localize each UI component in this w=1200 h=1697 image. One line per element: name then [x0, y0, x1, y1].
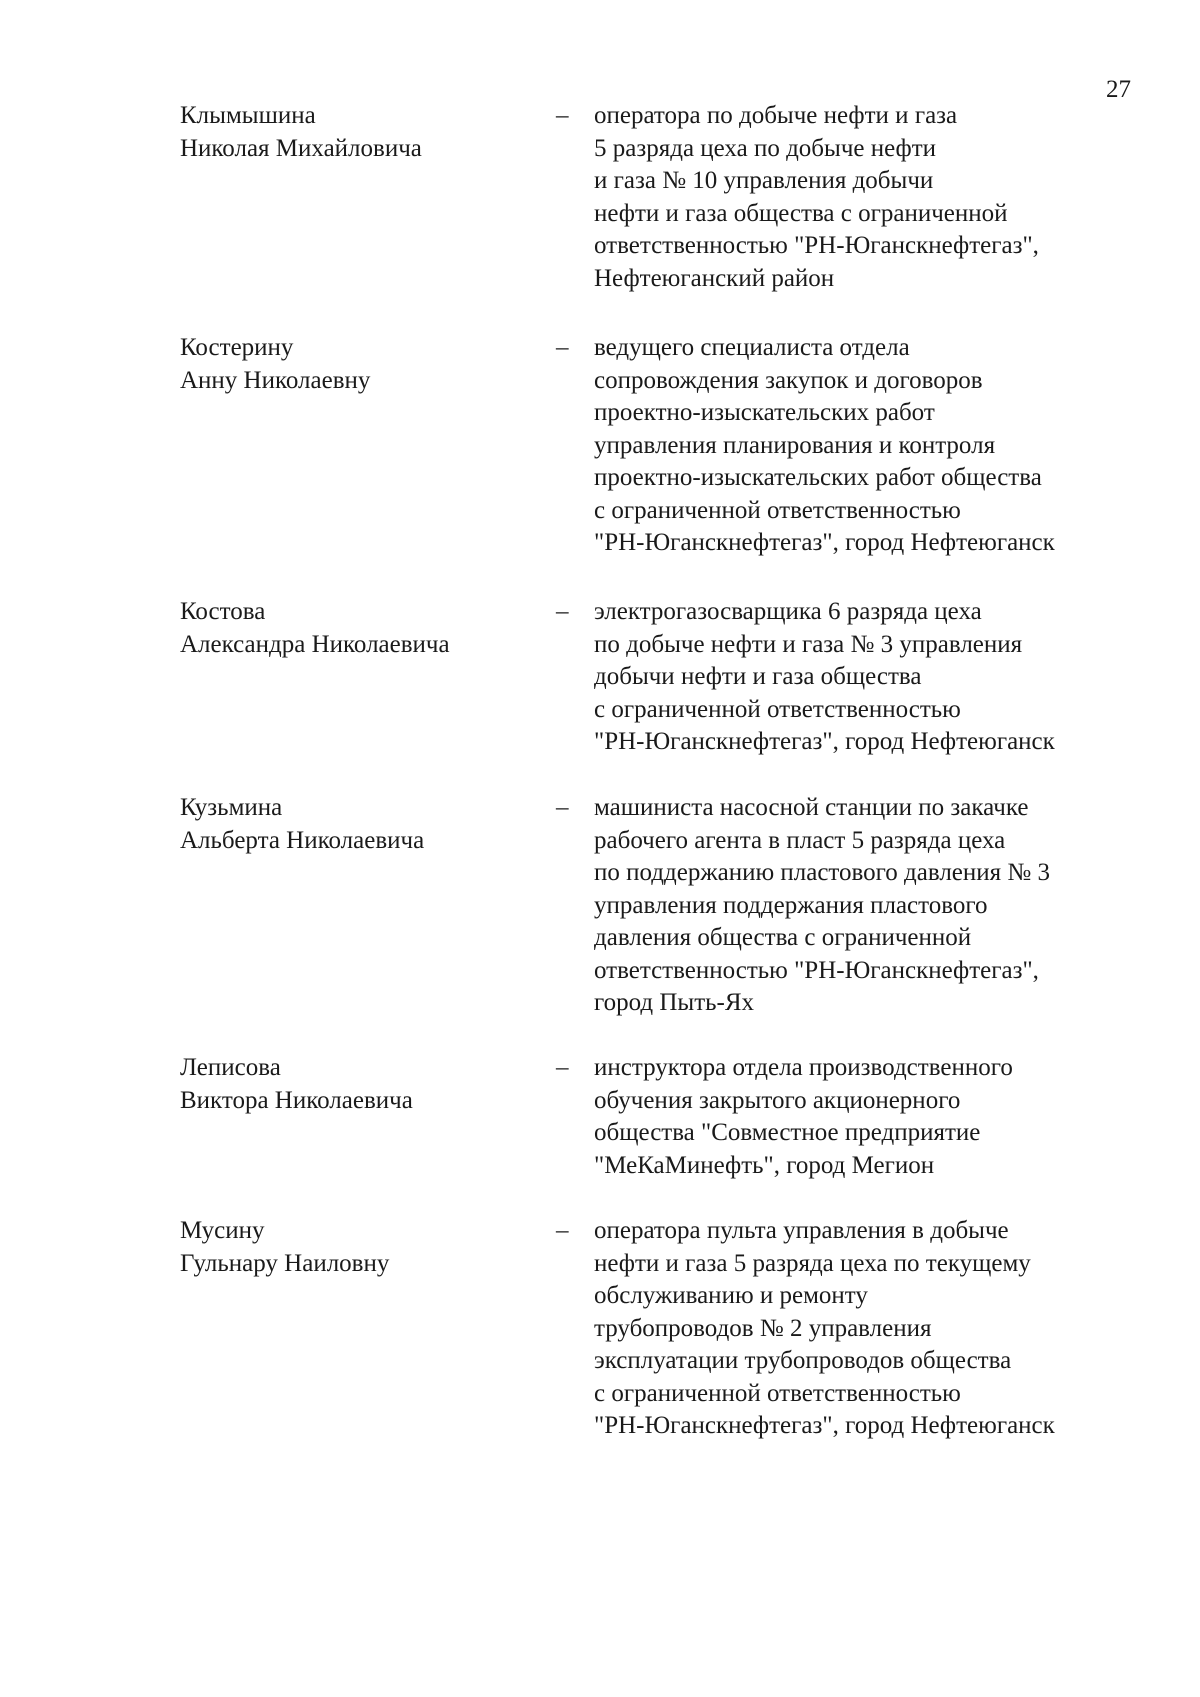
position-description — [594, 792, 1050, 1020]
name-line: Гульнару Наиловну — [180, 1249, 390, 1277]
position-description — [594, 100, 1039, 295]
description-line: "РН-Юганскнефтегаз", город Нефтеюганск — [594, 728, 1055, 755]
description-line: трубопроводов № 2 управления — [594, 1314, 932, 1342]
description-line: ответственностью "РН-Юганскнефтегаз", — [594, 232, 1039, 259]
name-line: Николая Михайловича — [180, 134, 422, 162]
position-description — [594, 332, 1055, 560]
name-line: Мусину — [180, 1217, 265, 1244]
position-description — [594, 1052, 1013, 1182]
position-description — [594, 596, 1055, 759]
dash-separator: – — [556, 102, 569, 129]
person-name — [180, 100, 422, 165]
description-line: нефти и газа 5 разряда цеха по текущему — [594, 1249, 1031, 1277]
description-line: "МеКаМинефть", город Мегион — [594, 1151, 935, 1179]
name-line: Костерину — [180, 334, 294, 361]
description-line: по поддержанию пластового давления № 3 — [594, 859, 1051, 886]
description-line: город Пыть-Ях — [594, 989, 755, 1016]
description-line: инструктора отдела производственного — [594, 1054, 1013, 1081]
description-line: с ограниченной ответственностью — [594, 695, 961, 723]
description-line: обслуживанию и ремонту — [594, 1282, 868, 1309]
name-line: Клымышина — [180, 102, 316, 129]
person-name — [180, 596, 450, 661]
name-line: Костова — [180, 598, 266, 625]
dash-separator: – — [556, 334, 569, 361]
name-line: Кузьмина — [180, 794, 283, 821]
description-line: с ограниченной ответственностью — [594, 496, 961, 524]
description-line: Нефтеюганский район — [594, 264, 835, 292]
description-line: давления общества с ограниченной — [594, 924, 972, 951]
description-line: нефти и газа общества с ограниченной — [594, 199, 1008, 227]
person-name — [180, 332, 370, 397]
dash-separator: – — [556, 794, 569, 821]
name-line: Анну Николаевну — [180, 366, 371, 394]
description-line: ведущего специалиста отдела — [594, 334, 910, 361]
description-line: проектно-изыскательских работ — [594, 399, 935, 426]
description-line: проектно-изыскательских работ общества — [594, 464, 1042, 491]
dash-separator: – — [556, 1217, 569, 1244]
description-line: рабочего агента в пласт 5 разряда цеха — [594, 826, 1006, 854]
description-line: управления планирования и контроля — [594, 431, 996, 459]
page-number: 27 — [1106, 76, 1131, 103]
description-line: общества "Совместное предприятие — [594, 1119, 981, 1146]
description-line: "РН-Юганскнефтегаз", город Нефтеюганск — [594, 1412, 1055, 1439]
name-line: Александра Николаевича — [180, 630, 450, 658]
dash-separator: – — [556, 598, 569, 625]
description-line: с ограниченной ответственностью — [594, 1379, 961, 1407]
description-line: оператора по добыче нефти и газа — [594, 102, 958, 129]
description-line: ответственностью "РН-Юганскнефтегаз", — [594, 956, 1039, 984]
description-line: по добыче нефти и газа № 3 управления — [594, 630, 1023, 658]
position-description — [594, 1215, 1055, 1443]
person-name — [180, 1215, 389, 1280]
name-line: Леписова — [180, 1054, 281, 1081]
description-line: оператора пульта управления в добыче — [594, 1217, 1009, 1244]
name-line: Альберта Николаевича — [180, 826, 425, 854]
description-line: эксплуатации трубопроводов общества — [594, 1347, 1012, 1374]
description-line: добычи нефти и газа общества — [594, 663, 922, 690]
description-line: сопровождения закупок и договоров — [594, 366, 983, 394]
person-name — [180, 1052, 413, 1117]
person-name — [180, 792, 424, 857]
description-line: управления поддержания пластового — [594, 891, 988, 919]
description-line: и газа № 10 управления добычи — [594, 167, 934, 194]
name-line: Виктора Николаевича — [180, 1086, 413, 1114]
description-line: машиниста насосной станции по закачке — [594, 794, 1029, 821]
description-line: обучения закрытого акционерного — [594, 1086, 961, 1114]
dash-separator: – — [556, 1054, 569, 1081]
description-line: электрогазосварщика 6 разряда цеха — [594, 598, 982, 625]
description-line: 5 разряда цеха по добыче нефти — [594, 134, 937, 162]
description-line: "РН-Юганскнефтегаз", город Нефтеюганск — [594, 529, 1055, 556]
